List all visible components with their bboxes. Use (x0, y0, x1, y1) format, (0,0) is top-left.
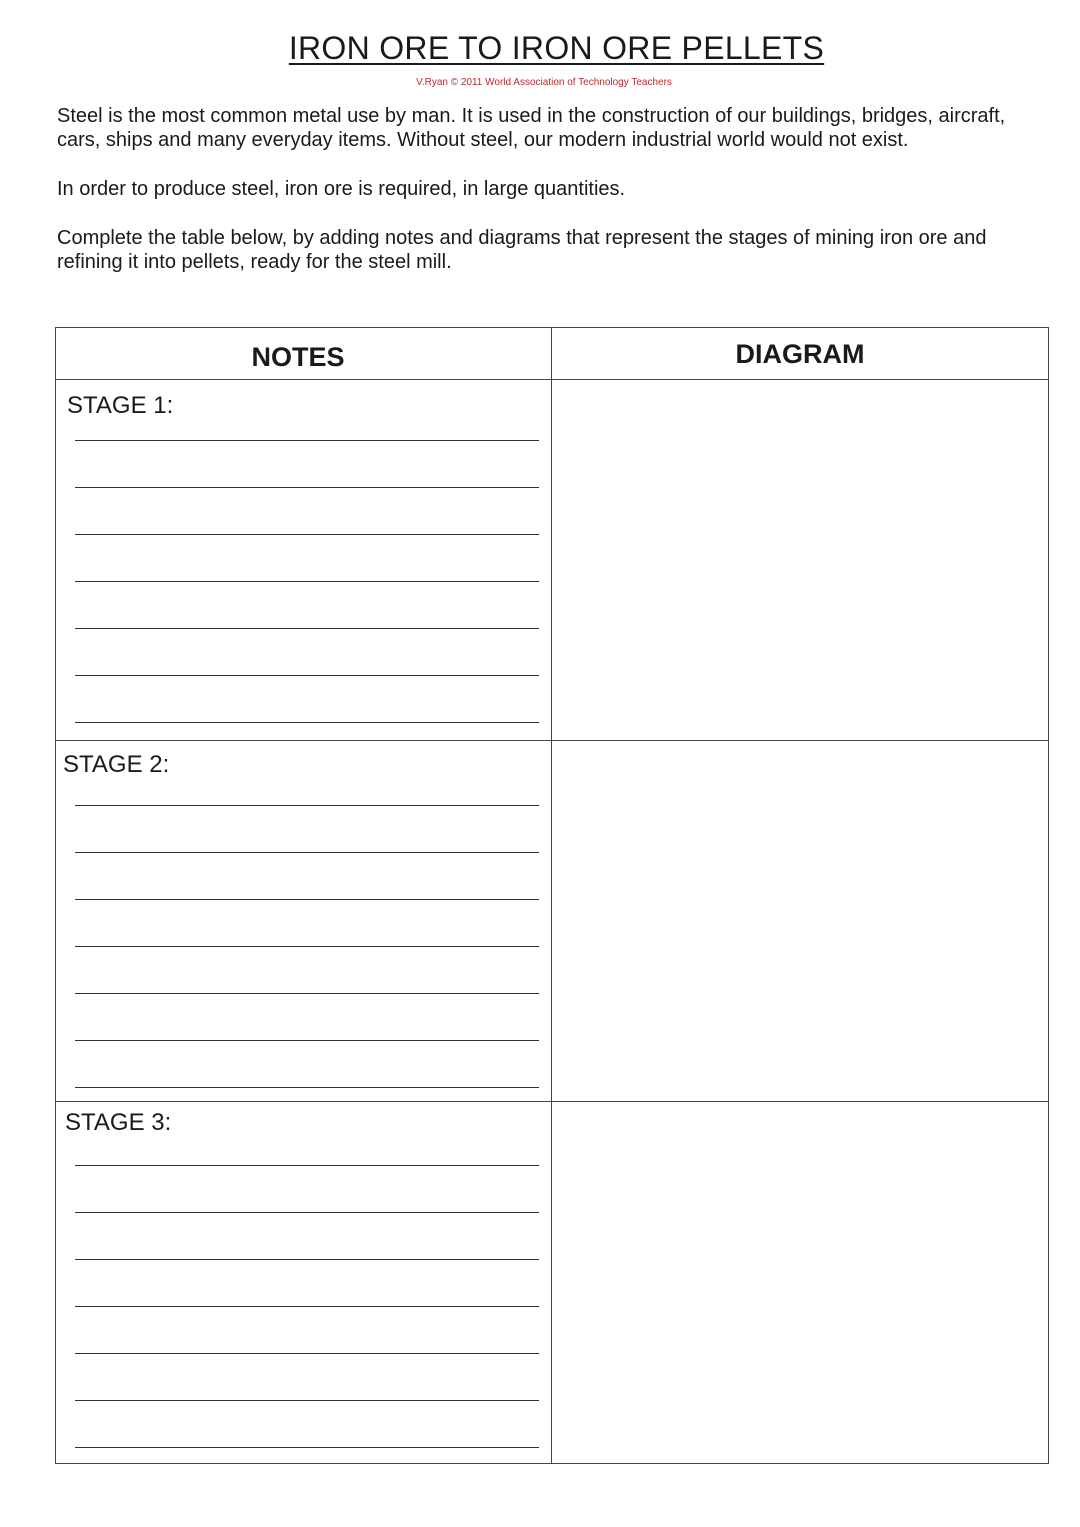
writing-line (75, 722, 539, 723)
writing-line (75, 852, 539, 853)
writing-line (75, 487, 539, 488)
copyright-credit: V.Ryan © 2011 World Association of Technology Teachers (416, 77, 672, 88)
writing-line (75, 440, 539, 441)
writing-line (75, 628, 539, 629)
writing-line (75, 1259, 539, 1260)
stage-3-diagram-cell[interactable] (552, 1102, 1048, 1463)
writing-line (75, 1212, 539, 1213)
writing-line (75, 1353, 539, 1354)
writing-line (75, 534, 539, 535)
writing-line (75, 1087, 539, 1088)
stage-3-label: STAGE 3: (65, 1109, 172, 1136)
worksheet-table (55, 327, 1049, 1464)
writing-line (75, 1165, 539, 1166)
intro-paragraph-1: Steel is the most common metal use by man. It is used in the construction of our buildings, bridges, aircraft, cars, ships and many everyday items. Without steel, our modern industrial world would not exist. (57, 105, 1006, 151)
page-title: IRON ORE TO IRON ORE PELLETS (288, 30, 825, 66)
writing-line (75, 581, 539, 582)
writing-line (75, 675, 539, 676)
stage-2-diagram-cell[interactable] (552, 741, 1048, 1101)
stage-1-diagram-cell[interactable] (552, 380, 1048, 740)
stage-1-label: STAGE 1: (67, 392, 174, 419)
stage-2-label: STAGE 2: (63, 751, 170, 778)
stage-3-notes-cell[interactable] (56, 1102, 551, 1463)
writing-line (75, 993, 539, 994)
writing-line (75, 805, 539, 806)
writing-line (75, 1400, 539, 1401)
intro-paragraph-3: Complete the table below, by adding notes and diagrams that represent the stages of mining iron ore and refining it into pellets, ready for the steel mill. (57, 227, 987, 273)
intro-paragraph-2: In order to produce steel, iron ore is required, in large quantities. (57, 178, 626, 200)
writing-line (75, 946, 539, 947)
writing-line (75, 1447, 539, 1448)
writing-line (75, 1306, 539, 1307)
stage-2-notes-cell[interactable] (56, 741, 551, 1101)
writing-line (75, 1040, 539, 1041)
notes-column-header: NOTES (251, 342, 345, 372)
diagram-column-header: DIAGRAM (735, 339, 865, 369)
writing-line (75, 899, 539, 900)
stage-1-notes-cell[interactable] (56, 380, 551, 740)
